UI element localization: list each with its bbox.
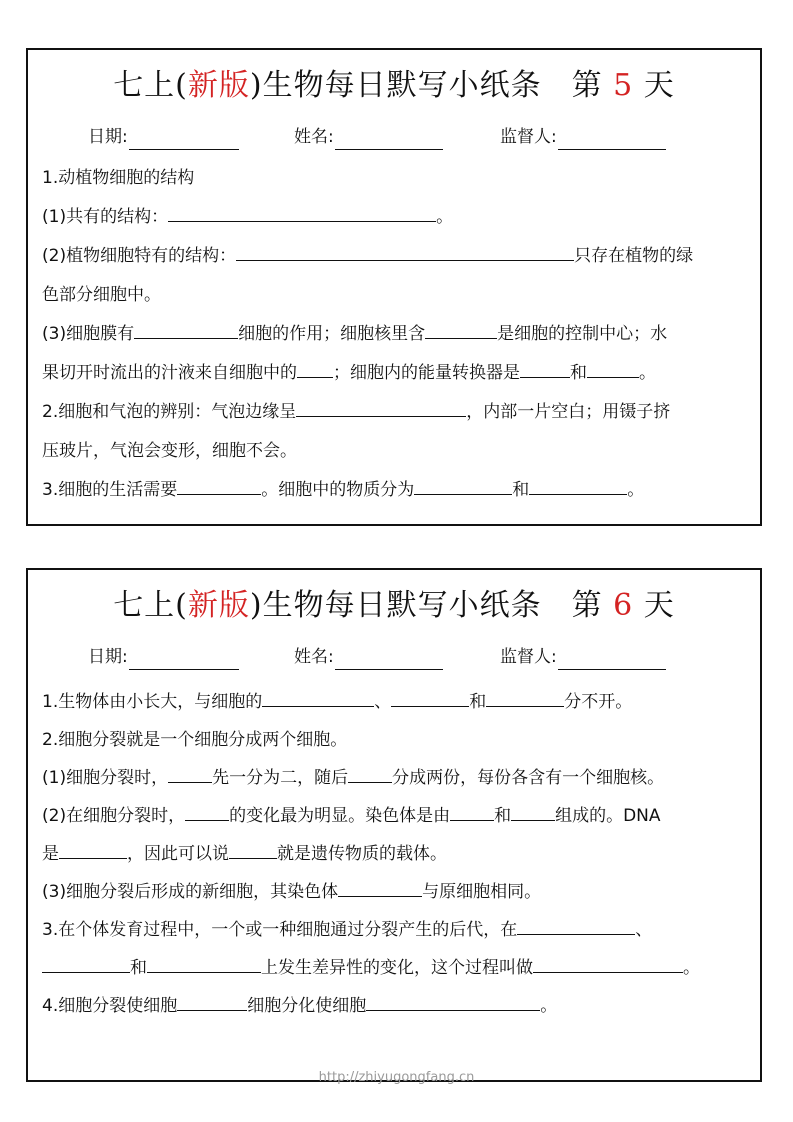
- answer-blank[interactable]: [391, 690, 469, 707]
- date-blank[interactable]: [129, 651, 239, 670]
- card-title: 七上(新版)生物每日默写小纸条 第 5 天: [113, 68, 675, 103]
- question-list: [28, 690, 760, 1032]
- question-line: 3.在个体发育过程中，一个或一种细胞通过分裂产生的后代，在 、: [42, 920, 653, 940]
- supervisor-field[interactable]: [500, 644, 666, 670]
- answer-blank[interactable]: [338, 880, 422, 897]
- answer-blank[interactable]: [511, 804, 555, 821]
- supervisor-label: 监督人:: [500, 647, 557, 667]
- answer-blank[interactable]: [168, 766, 212, 783]
- answer-blank[interactable]: [517, 918, 635, 935]
- answer-blank[interactable]: [134, 322, 238, 339]
- question-line: 色部分细胞中。: [42, 285, 161, 305]
- answer-blank[interactable]: [529, 478, 627, 495]
- name-blank[interactable]: [335, 651, 443, 670]
- question-line: 1.生物体由小长大，与细胞的 、 和 分不开。: [42, 692, 633, 712]
- answer-blank[interactable]: [185, 804, 229, 821]
- date-field[interactable]: [88, 644, 294, 670]
- answer-blank[interactable]: [533, 956, 683, 973]
- answer-blank[interactable]: [520, 361, 570, 378]
- supervisor-field[interactable]: [500, 124, 666, 150]
- answer-blank[interactable]: [168, 205, 436, 222]
- answer-blank[interactable]: [229, 842, 277, 859]
- name-label: 姓名:: [294, 647, 334, 667]
- answer-blank[interactable]: [59, 842, 127, 859]
- question-line: 1.动植物细胞的结构: [42, 168, 195, 188]
- question-line: 2.细胞和气泡的辨别：气泡边缘呈 ，内部一片空白；用镊子挤: [42, 402, 671, 422]
- question-list: [28, 166, 760, 517]
- name-field[interactable]: [294, 644, 500, 670]
- name-label: 姓名:: [294, 127, 334, 147]
- answer-blank[interactable]: [42, 956, 130, 973]
- meta-row: [28, 124, 760, 150]
- answer-blank[interactable]: [450, 804, 494, 821]
- question-line: 3.细胞的生活需要 。细胞中的物质分为 和 。: [42, 480, 645, 500]
- answer-blank[interactable]: [425, 322, 497, 339]
- supervisor-label: 监督人:: [500, 127, 557, 147]
- name-field[interactable]: [294, 124, 500, 150]
- answer-blank[interactable]: [297, 361, 333, 378]
- question-line: (1)细胞分裂时， 先一分为二，随后 分成两份，每份各含有一个细胞核。: [42, 768, 665, 788]
- supervisor-blank[interactable]: [558, 651, 666, 670]
- question-line: 和 上发生差异性的变化，这个过程叫做 。: [28, 956, 760, 994]
- answer-blank[interactable]: [587, 361, 639, 378]
- footer-url: http://zhiyugongfang.cn: [318, 1070, 475, 1085]
- date-label: 日期:: [88, 127, 128, 147]
- question-line: (2)在细胞分裂时， 的变化最为明显。染色体是由 和 组成的。DNA: [42, 806, 661, 826]
- supervisor-blank[interactable]: [558, 131, 666, 150]
- answer-blank[interactable]: [486, 690, 564, 707]
- answer-blank[interactable]: [366, 994, 540, 1011]
- question-line: (1)共有的结构： 。: [42, 207, 454, 227]
- question-line: 2.细胞分裂就是一个细胞分成两个细胞。: [42, 730, 348, 750]
- card-title: 七上(新版)生物每日默写小纸条 第 6 天: [113, 588, 675, 623]
- date-label: 日期:: [88, 647, 128, 667]
- answer-blank[interactable]: [262, 690, 374, 707]
- date-field[interactable]: [88, 124, 294, 150]
- question-line: (2)植物细胞特有的结构： 只存在植物的绿: [42, 246, 694, 266]
- question-line: 4.细胞分裂使细胞 细胞分化使细胞 。: [42, 996, 558, 1016]
- question-line: 压玻片，气泡会变形，细胞不会。: [42, 441, 297, 461]
- answer-blank[interactable]: [414, 478, 512, 495]
- question-line: (3)细胞膜有 细胞的作用；细胞核里含 是细胞的控制中心；水: [42, 324, 668, 344]
- name-blank[interactable]: [335, 131, 443, 150]
- answer-blank[interactable]: [348, 766, 392, 783]
- answer-blank[interactable]: [177, 994, 247, 1011]
- date-blank[interactable]: [129, 131, 239, 150]
- question-line: 果切开时流出的汁液来自细胞中的 ；细胞内的能量转换器是 和 。: [42, 363, 656, 383]
- answer-blank[interactable]: [177, 478, 261, 495]
- worksheet-card-day-6: [26, 568, 762, 1082]
- answer-blank[interactable]: [236, 244, 574, 261]
- answer-blank[interactable]: [296, 400, 466, 417]
- meta-row: [28, 644, 760, 670]
- answer-blank[interactable]: [147, 956, 261, 973]
- question-line: (3)细胞分裂后形成的新细胞，其染色体 与原细胞相同。: [42, 882, 542, 902]
- question-line: 是 ，因此可以说 就是遗传物质的载体。: [42, 844, 447, 864]
- worksheet-card-day-5: [26, 48, 762, 526]
